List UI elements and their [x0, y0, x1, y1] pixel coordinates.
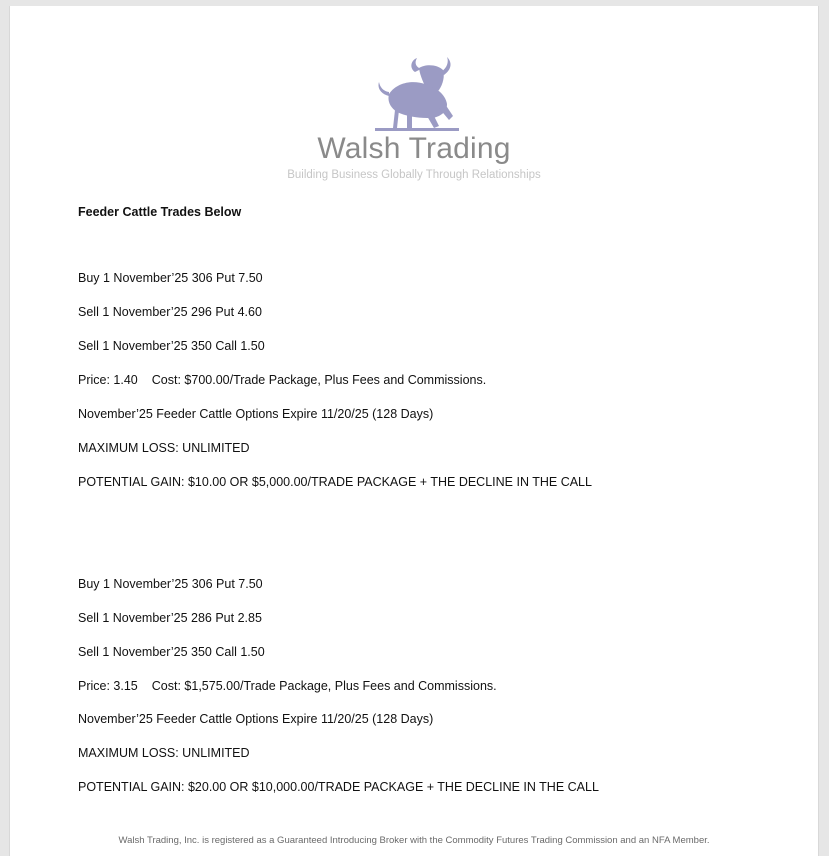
trade1-leg2: Sell 1 November’25 296 Put 4.60: [78, 305, 262, 319]
regulatory-footer: Walsh Trading, Inc. is registered as a Guaranteed Introducing Broker with the Commodity Futures Trading Commission and an NFA Member.: [118, 835, 710, 846]
trade2-leg1: Buy 1 November’25 306 Put 7.50: [78, 577, 263, 591]
brand-tagline: Building Business Globally Through Relationships: [287, 169, 541, 181]
trade2-price: Price: 3.15: [78, 679, 138, 693]
trade1-price: Price: 1.40: [78, 373, 138, 387]
trade1-expiry: November’25 Feeder Cattle Options Expire 11/20/25 (128 Days): [78, 407, 434, 421]
trade1-price-line: [78, 373, 486, 387]
brand-name: Walsh Trading: [317, 132, 511, 165]
document-page: [9, 6, 819, 856]
bull-icon: [367, 54, 467, 132]
trade1-leg1: Buy 1 November’25 306 Put 7.50: [78, 271, 263, 285]
trade2-leg3: Sell 1 November’25 350 Call 1.50: [78, 645, 265, 659]
trade1-leg3: Sell 1 November’25 350 Call 1.50: [78, 339, 265, 353]
section-heading: Feeder Cattle Trades Below: [78, 205, 242, 219]
trade1-potential-gain: POTENTIAL GAIN: $10.00 OR $5,000.00/TRADE PACKAGE + THE DECLINE IN THE CALL: [78, 475, 592, 489]
trade2-price-line: [78, 679, 497, 693]
trade2-expiry: November’25 Feeder Cattle Options Expire 11/20/25 (128 Days): [78, 712, 434, 726]
trade1-max-loss: MAXIMUM LOSS: UNLIMITED: [78, 441, 250, 455]
trade2-max-loss: MAXIMUM LOSS: UNLIMITED: [78, 746, 250, 760]
trade2-leg2: Sell 1 November’25 286 Put 2.85: [78, 611, 262, 625]
trade2-potential-gain: POTENTIAL GAIN: $20.00 OR $10,000.00/TRADE PACKAGE + THE DECLINE IN THE CALL: [78, 780, 599, 794]
trade1-cost: Cost: $700.00/Trade Package, Plus Fees and Commissions.: [151, 373, 487, 387]
trade2-cost: Cost: $1,575.00/Trade Package, Plus Fees and Commissions.: [151, 679, 497, 693]
